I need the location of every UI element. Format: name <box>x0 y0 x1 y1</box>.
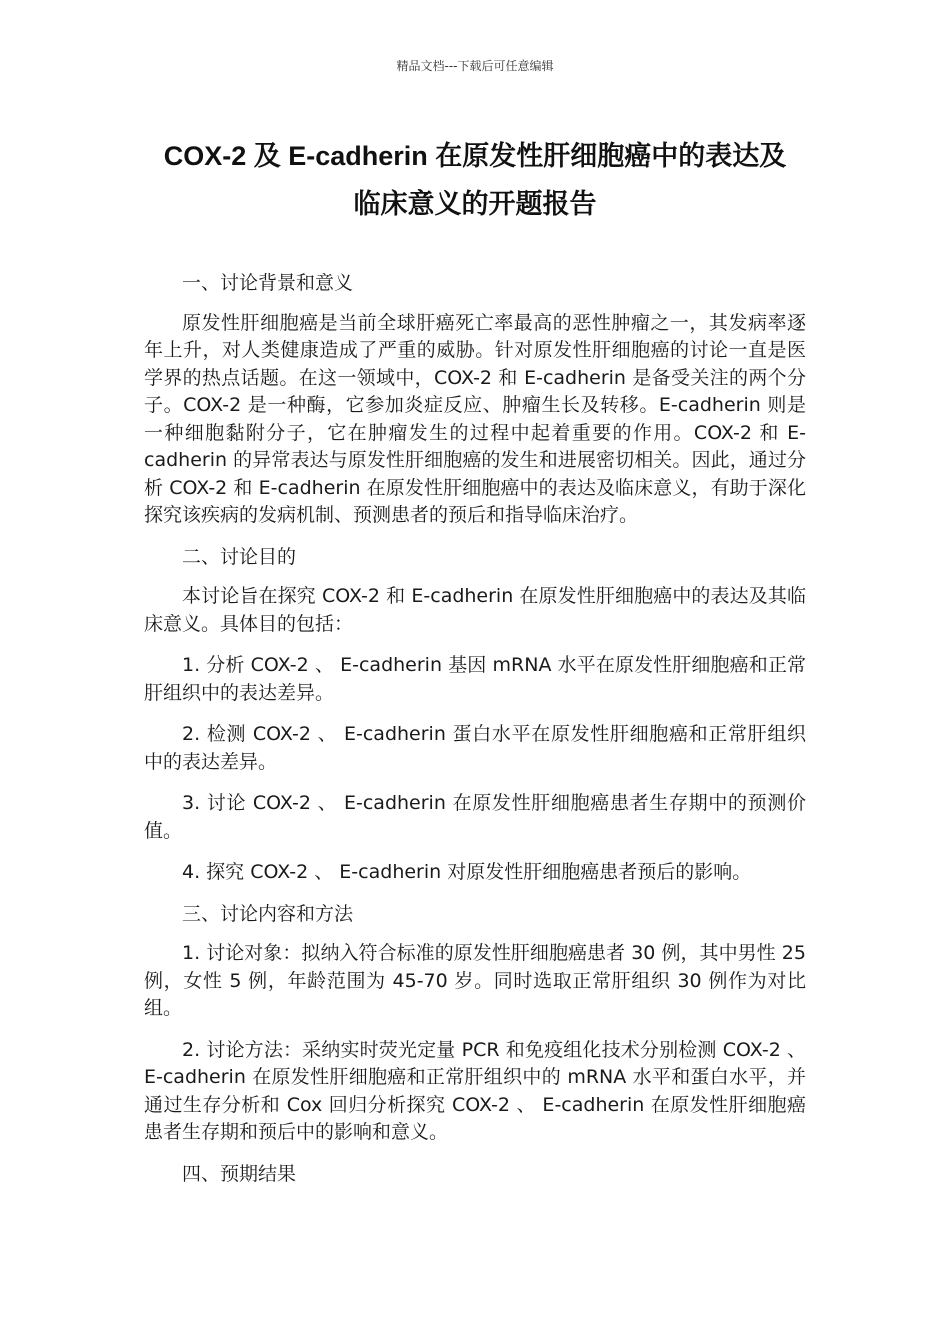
document-title <box>60 132 890 228</box>
list-item-methods-2: 2. 讨论方法：采纳实时荧光定量 PCR 和免疫组化技术分别检测 COX-2 、 E-cadherin 在原发性肝细胞癌和正常肝组织中的 mRNA 水平和蛋白水平，并通过生存分析和 Cox 回归分析探究 COX-2 、 E-cadherin 在原发性肝细胞癌患者生存期和预后中的影响和意义。 <box>144 1038 806 1143</box>
paragraph-purpose-intro: 本讨论旨在探究 COX-2 和 E-cadherin 在原发性肝细胞癌中的表达及其临床意义。具体目的包括： <box>144 585 806 635</box>
list-item-purpose-1: 1. 分析 COX-2 、 E-cadherin 基因 mRNA 水平在原发性肝细胞癌和正常肝组织中的表达差异。 <box>144 654 806 704</box>
list-item-purpose-3: 3. 讨论 COX-2 、 E-cadherin 在原发性肝细胞癌患者生存期中的预测价值。 <box>144 792 806 842</box>
list-item-purpose-4: 4. 探究 COX-2 、 E-cadherin 对原发性肝细胞癌患者预后的影响。 <box>182 861 752 883</box>
list-item-methods-1: 1. 讨论对象：拟纳入符合标准的原发性肝细胞癌患者 30 例，其中男性 25 例，女性 5 例，年龄范围为 45-70 岁。同时选取正常肝组织 30 例作为对比组。 <box>144 942 806 1019</box>
paragraph-background: 原发性肝细胞癌是当前全球肝癌死亡率最高的恶性肿瘤之一，其发病率逐年上升，对人类健康造成了严重的威胁。针对原发性肝细胞癌的讨论一直是医学界的热点话题。在这一领域中，COX-2 和 E-cadherin 是备受关注的两个分子。COX-2 是一种酶，它参加炎症反应、肿瘤生长及转移。E-cadherin 则是一种细胞黏附分子，它在肿瘤发生的过程中起着重要的作用。COX-2 和 E-cadherin 的异常表达与原发性肝细胞癌的发生和进展密切相关。因此，通过分析 COX-2 和 E-cadherin 在原发性肝细胞癌中的表达及临床意义，有助于深化探究该疾病的发病机制、预测患者的预后和指导临床治疗。 <box>144 311 806 526</box>
section-heading-methods: 三、讨论内容和方法 <box>182 902 354 925</box>
list-item-purpose-2: 2. 检测 COX-2 、 E-cadherin 蛋白水平在原发性肝细胞癌和正常肝组织中的表达差异。 <box>144 723 806 773</box>
document-body <box>144 270 806 1200</box>
header-note: 精品文档---下载后可任意编辑 <box>396 59 554 73</box>
title-line-1: COX-2 及 E-cadherin 在原发性肝细胞癌中的表达及 <box>163 141 787 171</box>
section-heading-purpose: 二、讨论目的 <box>182 545 297 568</box>
title-line-2: 临床意义的开题报告 <box>353 189 597 219</box>
section-heading-expected-results: 四、预期结果 <box>182 1162 297 1185</box>
section-heading-background: 一、讨论背景和意义 <box>182 272 354 294</box>
